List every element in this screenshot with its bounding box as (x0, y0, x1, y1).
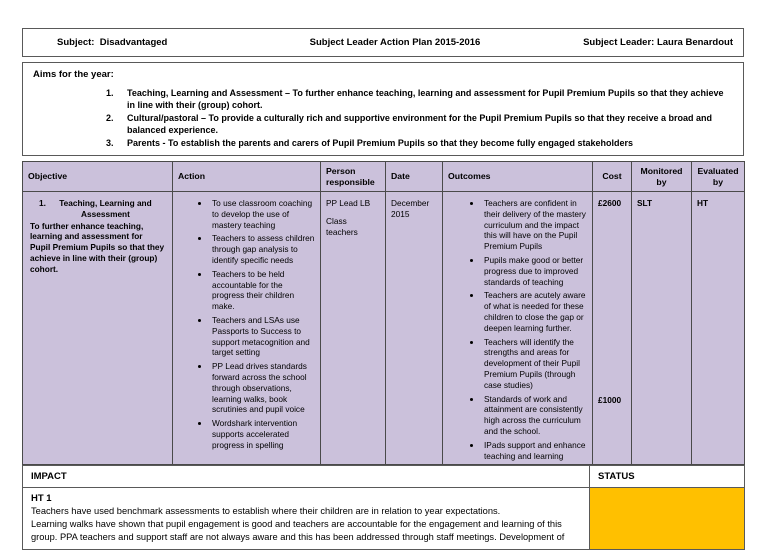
impact-status-body-row (23, 488, 745, 550)
column-header-cost: Cost (593, 162, 632, 192)
leader-label: Subject Leader: Laura Benardout (583, 37, 733, 48)
aim-text: Teaching, Learning and Assessment – To further enhance teaching, learning and assessment for Pupil Premium Pupils so that they achieve in line with their (group) cohort. (127, 88, 724, 111)
cost-value-1: £2600 (598, 198, 622, 209)
table-row (23, 192, 745, 465)
impact-label: IMPACT (23, 466, 590, 488)
person-line: Class teachers (326, 215, 358, 237)
objective-description: To further enhance teaching, learning and assessment for Pupil Premium Pupils so that they achieve in line with their (group) cohort. (30, 220, 165, 274)
action-item: • To use classroom coaching to develop the use of mastery teaching (210, 198, 316, 230)
aim-text: Cultural/pastoral – To provide a culturally rich and supportive environment for the Pupil Premium Pupils so that they receive a broad and balanced experience. (127, 112, 712, 136)
outcome-item: • Teachers will identify the strengths and areas for development of their Pupil Premium Pupils (through case studies) (482, 337, 588, 391)
objective-heading (30, 198, 165, 220)
action-item: • Wordshark intervention supports accelerated progress in spelling (210, 418, 316, 450)
outcomes-cell (443, 192, 593, 465)
outcome-item: • IPads support and enhance teaching and learning (482, 440, 588, 462)
monitored-by-cell: SLT (632, 192, 692, 465)
status-label: STATUS (590, 466, 745, 488)
aim-number: 2. (106, 112, 114, 123)
action-item: • PP Lead drives standards forward across the school through observations, learning walks, book scrutinies and pupil voice (210, 361, 316, 415)
aims-section (22, 62, 744, 156)
subject-label: Subject: Disadvantaged (57, 37, 168, 48)
action-plan-table (22, 161, 745, 465)
plan-title: Subject Leader Action Plan 2015-2016 (309, 37, 481, 48)
column-header-date: Date (386, 162, 443, 192)
aim-item (106, 87, 733, 112)
column-header-monitored-by: Monitored by (632, 162, 692, 192)
table-header-row (23, 162, 745, 192)
column-header-action: Action (173, 162, 321, 192)
aim-item (106, 112, 733, 137)
cost-value-2: £1000 (598, 394, 622, 405)
column-header-person-responsible: Person responsible (321, 162, 386, 192)
outcome-item: • Standards of work and attainment are consistently high across the curriculum and the school. (482, 394, 588, 437)
impact-line-2: Learning walks have shown that pupil engagement is good and teachers are accountable for the engagement and learning of this group. PPA teachers and support staff are not always aware and this has been addressed through staff meetings. Development of (31, 519, 565, 543)
aim-number: 1. (106, 88, 114, 98)
objective-number: 1. (39, 198, 46, 209)
objective-cell (23, 192, 173, 465)
outcome-item: • Pupils make good or better progress due to improved standards of teaching (482, 255, 588, 287)
aims-list (106, 87, 733, 149)
aims-heading: Aims for the year: (33, 69, 114, 80)
objective-title: Teaching, Learning and Assessment (59, 198, 152, 219)
date-cell: December 2015 (386, 192, 443, 465)
action-item: • Teachers to be held accountable for the progress their children make. (210, 269, 316, 312)
document-page (22, 0, 744, 550)
impact-status-table (22, 465, 745, 550)
column-header-evaluated-by: Evaluated by (692, 162, 745, 192)
column-header-objective: Objective (23, 162, 173, 192)
status-value-cell (590, 488, 745, 550)
action-list (193, 198, 316, 451)
impact-line-1: Teachers have used benchmark assessments to establish where their children are in relation to year expectations. (31, 506, 501, 517)
evaluated-by-cell: HT (692, 192, 745, 465)
impact-status-header-row (23, 466, 745, 488)
cost-cell (593, 192, 632, 465)
impact-text-cell (23, 488, 590, 550)
header-bar (22, 28, 744, 57)
outcome-item: • Teachers are confident in their delivery of the mastery curriculum and the impact this will have on the Pupil Premium Pupils (482, 198, 588, 252)
aim-text: Parents - To establish the parents and carers of Pupil Premium Pupils so that they become fully engaged stakeholders (127, 137, 633, 148)
column-header-outcomes: Outcomes (443, 162, 593, 192)
action-cell (173, 192, 321, 465)
action-item: • Teachers to assess children through gap analysis to identify specific needs (210, 233, 316, 265)
person-line: PP Lead LB (326, 198, 371, 209)
aim-number: 3. (106, 137, 114, 148)
impact-heading: HT 1 (31, 493, 52, 505)
person-responsible-cell (321, 192, 386, 465)
outcomes-list (465, 198, 588, 461)
outcome-item: • Teachers are acutely aware of what is needed for these children to close the gap or deepen learning further. (482, 290, 588, 333)
aim-item (106, 137, 733, 149)
action-item: • Teachers and LSAs use Passports to Success to support metacognition and target setting (210, 315, 316, 358)
